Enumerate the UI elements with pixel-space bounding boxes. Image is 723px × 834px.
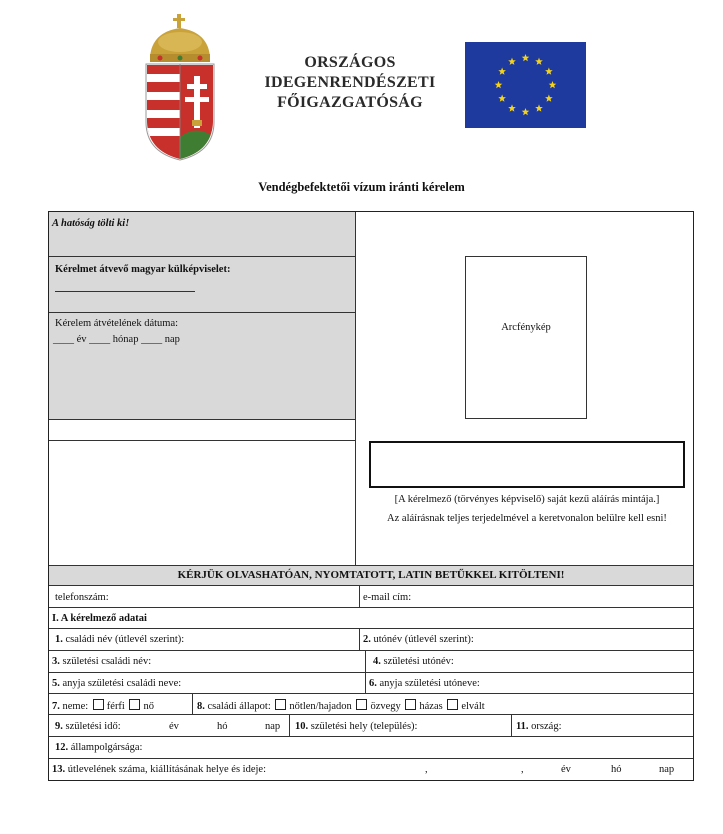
field-number: 13. <box>52 764 66 775</box>
widowed-label: özvegy <box>370 701 401 712</box>
country-field[interactable] <box>516 721 562 732</box>
field-number: 7. <box>52 701 60 712</box>
form-title: Vendégbefektetői vízum iránti kérelem <box>258 180 465 194</box>
field-label: születési utónév: <box>383 656 454 667</box>
authority-fill-note: A hatóság tölti ki! <box>52 218 130 229</box>
given-name-field[interactable] <box>363 634 474 645</box>
female-label: nő <box>143 701 154 712</box>
passport-comma-2: , <box>521 764 524 775</box>
photo-box[interactable] <box>465 256 587 419</box>
field-label: családi állapot: <box>207 701 271 712</box>
field-number: 6. <box>369 678 377 689</box>
field-number: 12. <box>55 742 69 753</box>
field-number: 9. <box>55 721 63 732</box>
citizenship-field[interactable] <box>55 742 142 753</box>
application-form <box>48 211 694 781</box>
female-checkbox[interactable] <box>129 699 140 710</box>
birth-given-name-field[interactable] <box>373 656 454 667</box>
consulate-field[interactable] <box>55 291 195 292</box>
field-label: anyja születési családi neve: <box>62 678 182 689</box>
married-label: házas <box>419 701 443 712</box>
family-name-field[interactable] <box>55 634 184 645</box>
field-label: állampolgársága: <box>70 742 143 753</box>
eu-flag-icon <box>465 42 586 128</box>
signature-caption: [A kérelmező (törvényes képviselő) saját kezű aláírás mintája.] <box>394 494 660 505</box>
consulate-label: Kérelmet átvevő magyar külképviselet: <box>55 264 231 275</box>
photo-label: Arcfénykép <box>501 322 551 333</box>
org-line-1: ORSZÁGOS <box>304 54 396 71</box>
sex-field <box>52 699 154 712</box>
field-number: 10. <box>295 721 309 732</box>
field-label: ország: <box>531 721 562 732</box>
field-number: 4. <box>373 656 381 667</box>
field-number: 1. <box>55 634 63 645</box>
field-label: anyja születési utóneve: <box>379 678 480 689</box>
receipt-date-label: Kérelem átvételének dátuma: <box>55 318 179 329</box>
field-label: születési idő: <box>65 721 121 732</box>
field-number: 3. <box>52 656 60 667</box>
field-label: születési családi név: <box>62 656 152 667</box>
passport-field[interactable] <box>52 764 266 775</box>
org-line-3: FŐIGAZGATÓSÁG <box>277 94 423 111</box>
instruction-text: KÉRJÜK OLVASHATÓAN, NYOMTATOTT, LATIN BETŰKKEL KITÖLTENI! <box>177 569 565 581</box>
field-number: 11. <box>516 721 529 732</box>
birth-day-unit: nap <box>265 721 281 732</box>
passport-comma-1: , <box>425 764 428 775</box>
divorced-label: elvált <box>461 701 485 712</box>
male-label: férfi <box>106 701 125 712</box>
email-label[interactable]: e-mail cím: <box>363 592 412 603</box>
passport-day-unit: nap <box>659 764 675 775</box>
mother-family-name-field[interactable] <box>52 678 181 689</box>
section-title: I. A kérelmező adatai <box>52 613 147 624</box>
marital-status-field <box>197 699 485 712</box>
org-line-2: IDEGENRENDÉSZETI <box>264 74 436 91</box>
receipt-date-fields[interactable]: ____ év ____ hónap ____ nap <box>53 334 180 345</box>
authority-block <box>49 212 355 419</box>
widowed-checkbox[interactable] <box>356 699 367 710</box>
married-checkbox[interactable] <box>405 699 416 710</box>
birth-year-unit: év <box>169 721 179 732</box>
single-checkbox[interactable] <box>275 699 286 710</box>
single-label: nőtlen/hajadon <box>289 701 352 712</box>
birth-family-name-field[interactable] <box>52 656 151 667</box>
hungarian-coat-of-arms-icon <box>140 12 220 162</box>
field-number: 8. <box>197 701 205 712</box>
birth-date-field[interactable] <box>55 721 121 732</box>
passport-month-unit: hó <box>611 764 622 775</box>
organization-name <box>250 53 450 113</box>
field-number: 5. <box>52 678 60 689</box>
field-label: családi név (útlevél szerint): <box>65 634 185 645</box>
signature-instruction: Az aláírásnak teljes terjedelmével a keretvonalon belülre kell esni! <box>387 513 667 524</box>
field-label: születési hely (település): <box>310 721 418 732</box>
mother-given-name-field[interactable] <box>369 678 480 689</box>
divorced-checkbox[interactable] <box>447 699 458 710</box>
field-label: útlevelének száma, kiállításának helye és ideje: <box>67 764 266 775</box>
birth-place-field[interactable] <box>295 721 417 732</box>
field-label: utónév (útlevél szerint): <box>373 634 474 645</box>
field-label: neme: <box>62 701 89 712</box>
phone-label[interactable]: telefonszám: <box>55 592 109 603</box>
male-checkbox[interactable] <box>93 699 104 710</box>
birth-month-unit: hó <box>217 721 228 732</box>
passport-year-unit: év <box>561 764 571 775</box>
field-number: 2. <box>363 634 371 645</box>
signature-box[interactable] <box>369 441 685 488</box>
